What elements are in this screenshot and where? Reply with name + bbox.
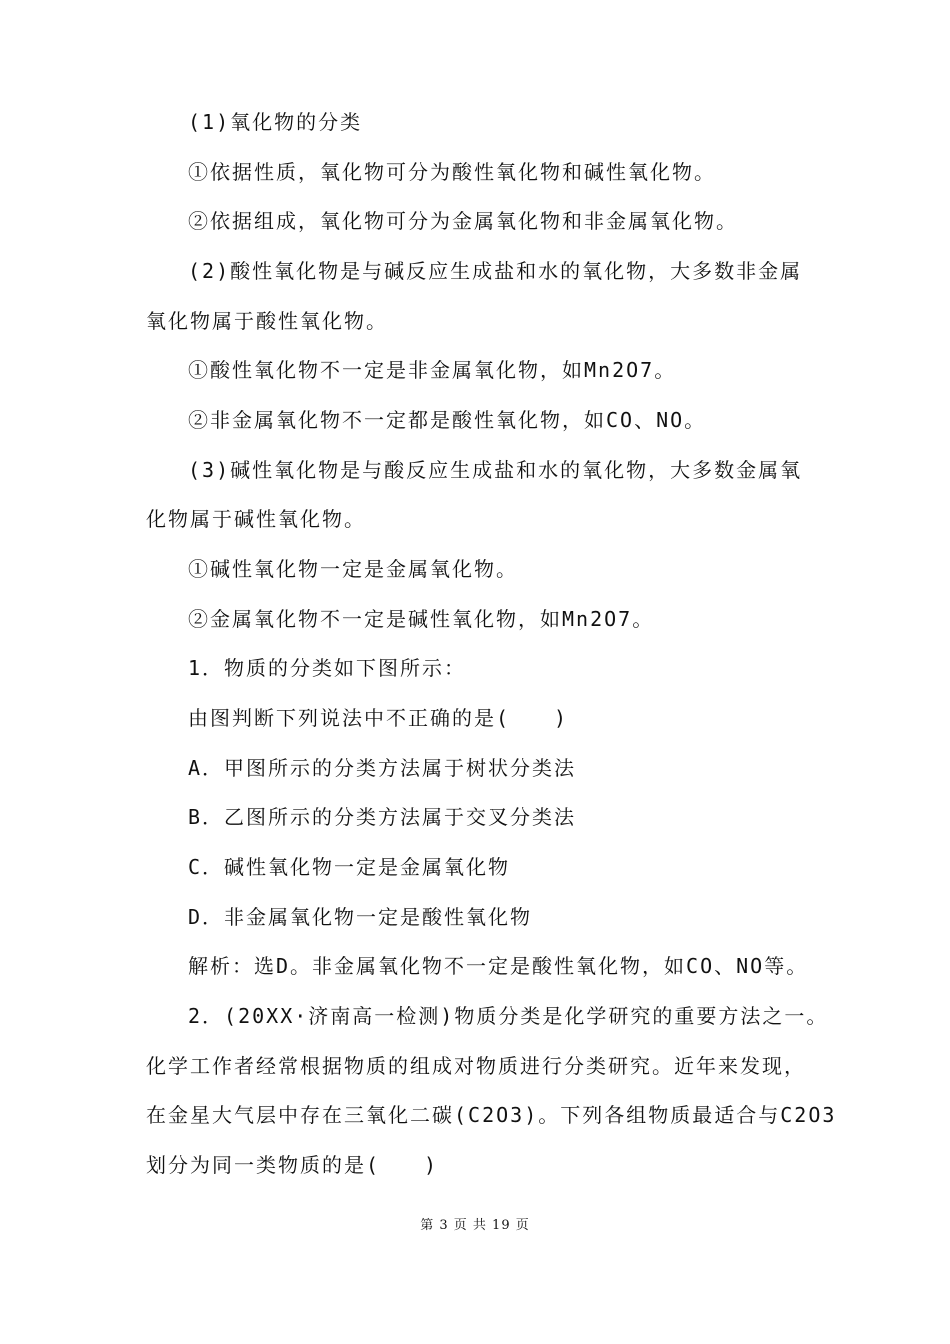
paragraph-line: 氧化物属于酸性氧化物。 <box>146 309 388 333</box>
paragraph-line: 化物属于碱性氧化物。 <box>146 507 366 531</box>
option-c: C．碱性氧化物一定是金属氧化物 <box>188 855 511 879</box>
heading-oxide-classification: (1)氧化物的分类 <box>188 110 363 134</box>
question-1: 1．物质的分类如下图所示： <box>188 656 467 680</box>
paragraph-line: ②非金属氧化物不一定都是酸性氧化物，如CO、NO。 <box>188 408 707 432</box>
option-d: D．非金属氧化物一定是酸性氧化物 <box>188 905 533 929</box>
paragraph-line: 化学工作者经常根据物质的组成对物质进行分类研究。近年来发现， <box>146 1054 806 1078</box>
paragraph-line: 在金星大气层中存在三氧化二碳(C2O3)。下列各组物质最适合与C2O3 <box>146 1103 837 1127</box>
paragraph-line: ①碱性氧化物一定是金属氧化物。 <box>188 557 518 581</box>
question-2: 2．(20XX·济南高一检测)物质分类是化学研究的重要方法之一。 <box>188 1004 829 1028</box>
page-number-footer: 第 3 页 共 19 页 <box>420 1218 530 1233</box>
question-1-prompt: 由图判断下列说法中不正确的是( ) <box>188 706 569 730</box>
paragraph-line: 划分为同一类物质的是( ) <box>146 1153 439 1177</box>
paragraph-line: ①依据性质，氧化物可分为酸性氧化物和碱性氧化物。 <box>188 160 716 184</box>
option-a: A．甲图所示的分类方法属于树状分类法 <box>188 756 577 780</box>
paragraph-line: ②金属氧化物不一定是碱性氧化物，如Mn2O7。 <box>188 607 655 631</box>
paragraph-line: (3)碱性氧化物是与酸反应生成盐和水的氧化物，大多数金属氧 <box>188 458 803 482</box>
option-b: B．乙图所示的分类方法属于交叉分类法 <box>188 805 577 829</box>
paragraph-line: (2)酸性氧化物是与碱反应生成盐和水的氧化物，大多数非金属 <box>188 259 803 283</box>
paragraph-line: ②依据组成，氧化物可分为金属氧化物和非金属氧化物。 <box>188 209 738 233</box>
answer-explanation: 解析：选D。非金属氧化物不一定是酸性氧化物，如CO、NO等。 <box>188 954 809 978</box>
paragraph-line: ①酸性氧化物不一定是非金属氧化物，如Mn2O7。 <box>188 358 677 382</box>
